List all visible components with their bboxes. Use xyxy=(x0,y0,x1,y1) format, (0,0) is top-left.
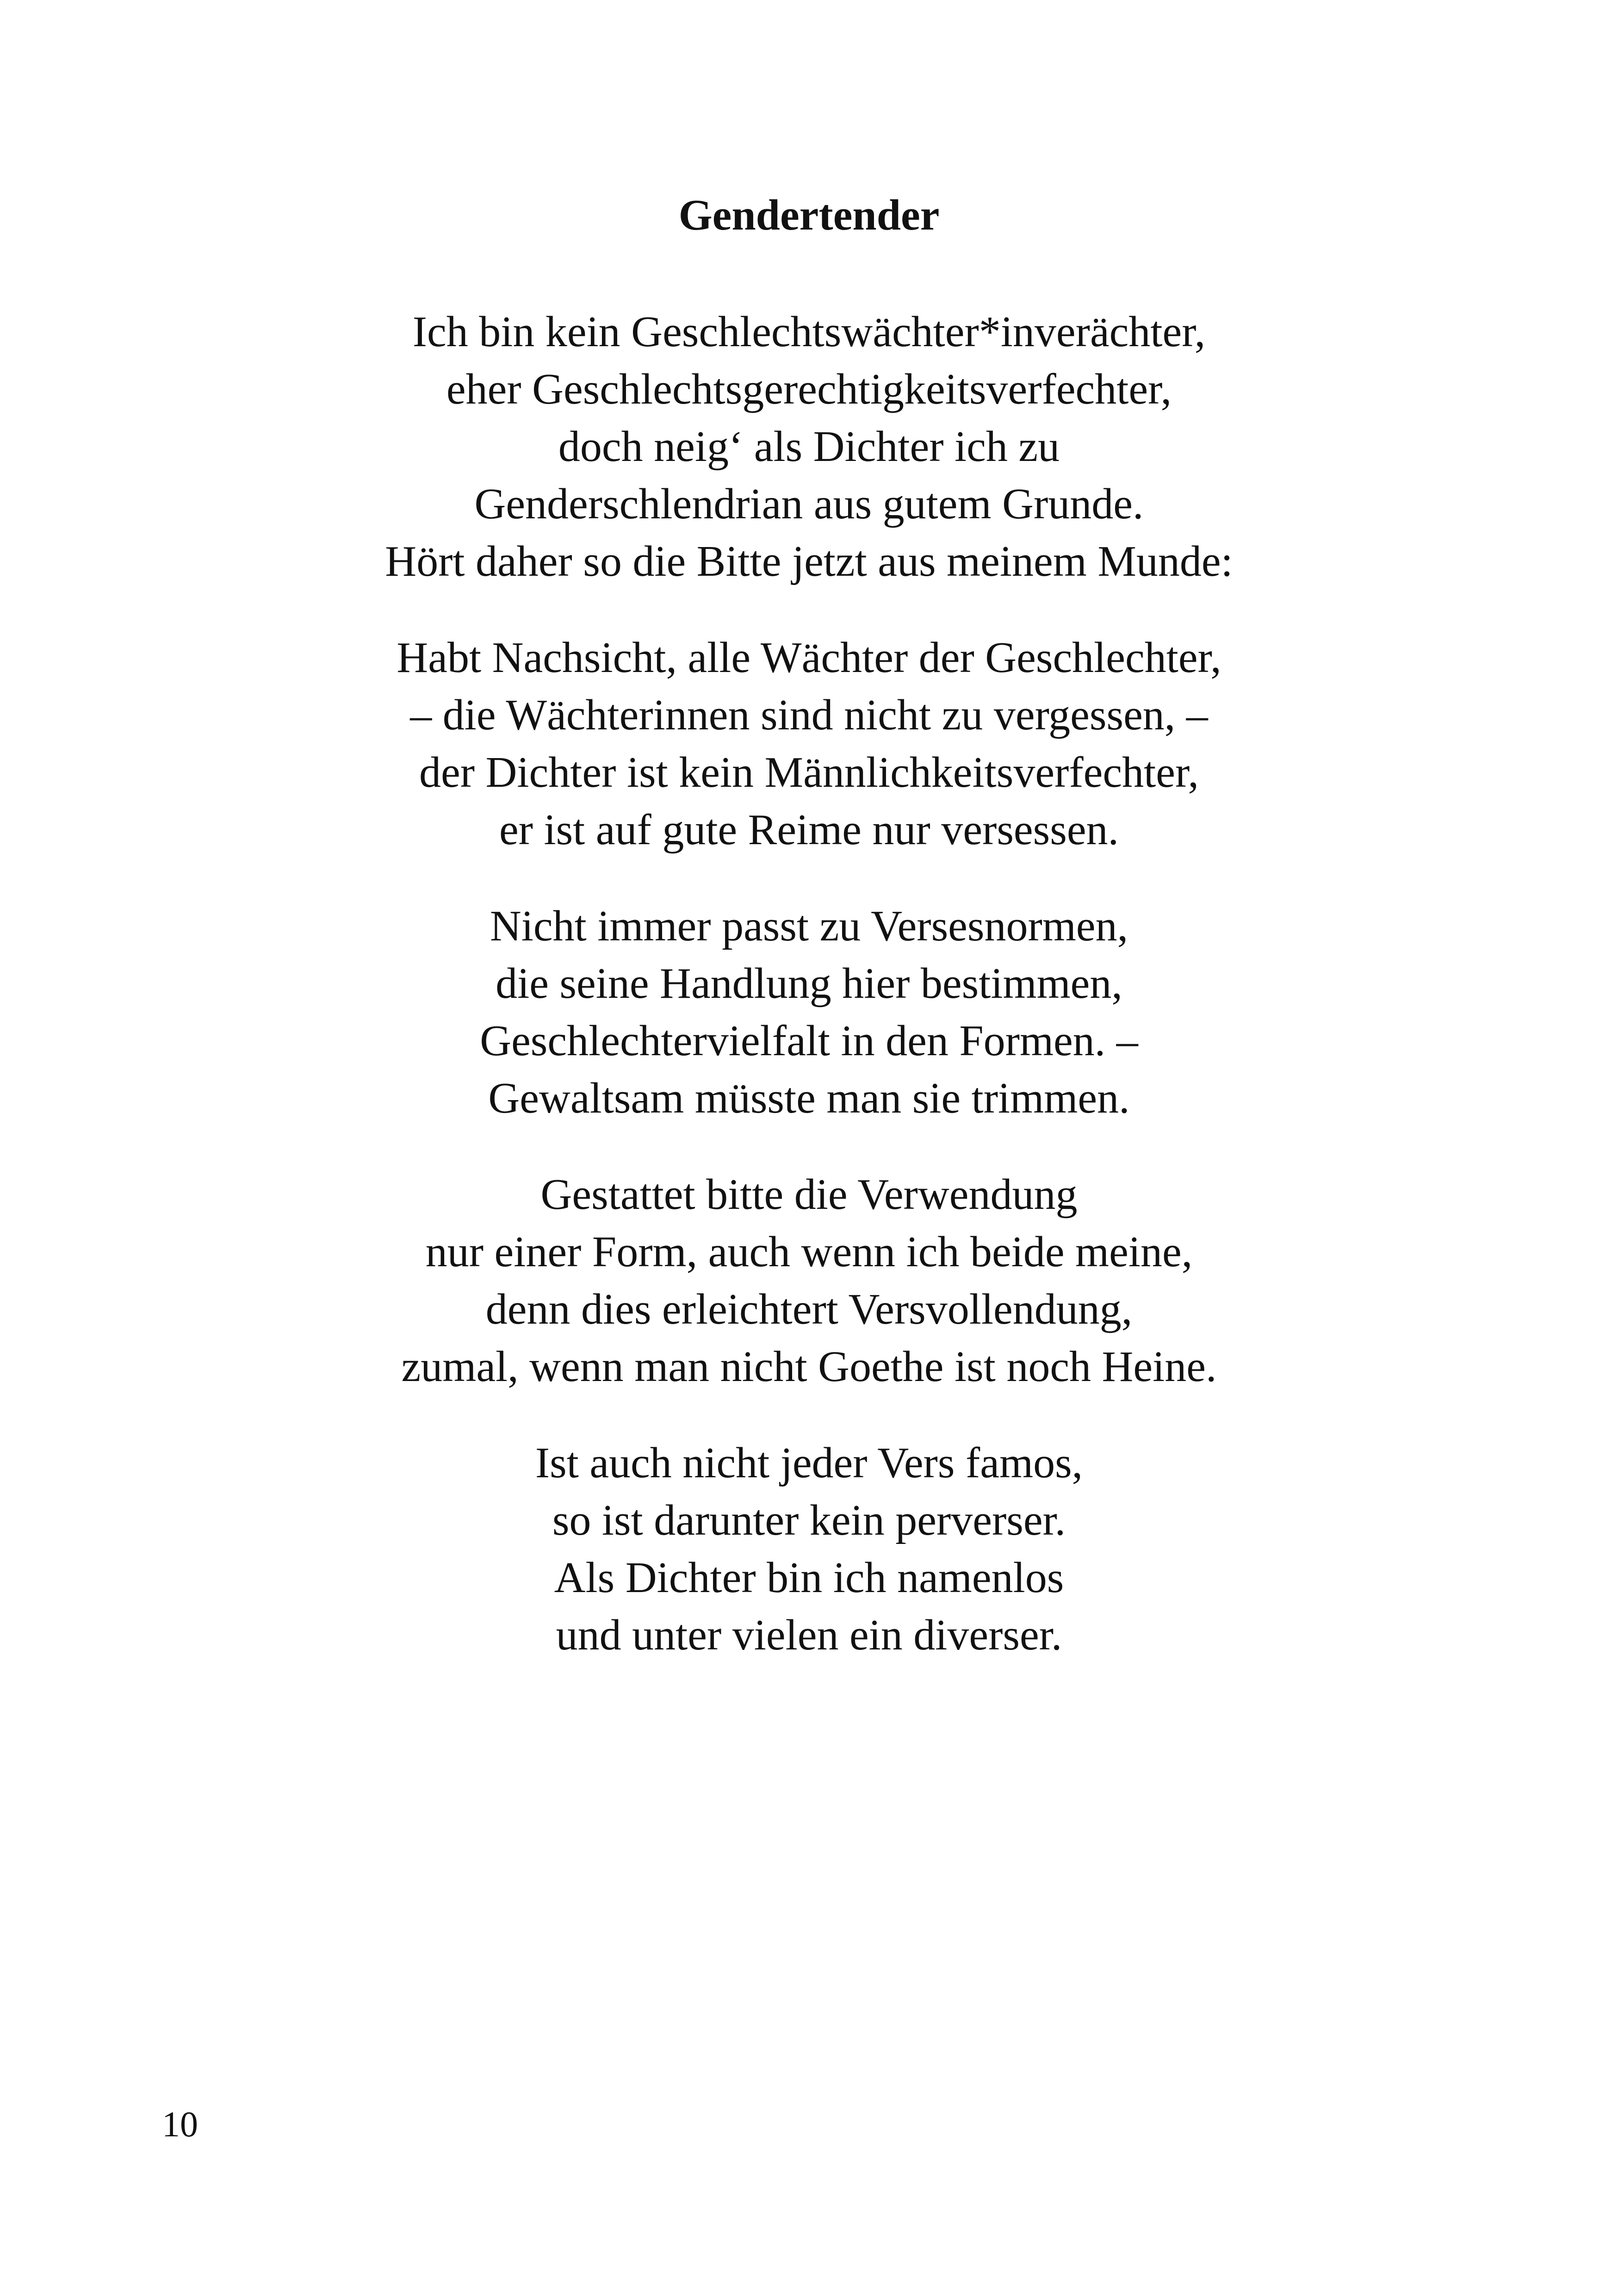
verse-line: denn dies erleichtert Versvollendung, xyxy=(485,1285,1133,1333)
page-title: Gendertender xyxy=(678,191,940,239)
verse-line: Geschlechtervielfalt in den Formen. – xyxy=(480,1017,1138,1065)
verse-line: zumal, wenn man nicht Goethe ist noch Heine. xyxy=(401,1343,1217,1391)
verse-line: Als Dichter bin ich namenlos xyxy=(554,1554,1064,1602)
poem xyxy=(0,303,1618,1703)
stanza xyxy=(0,629,1618,859)
verse-line: die seine Handlung hier bestimmen, xyxy=(496,959,1122,1008)
stanza xyxy=(0,1434,1618,1664)
verse-line: Habt Nachsicht, alle Wächter der Geschlechter, xyxy=(397,634,1221,682)
verse-line: Gestattet bitte die Verwendung xyxy=(540,1170,1078,1219)
verse-line: – die Wächterinnen sind nicht zu vergessen, – xyxy=(410,691,1208,739)
verse-line: Hört daher so die Bitte jetzt aus meinem Munde: xyxy=(385,537,1233,585)
stanza xyxy=(0,303,1618,590)
verse-line: nur einer Form, auch wenn ich beide meine, xyxy=(425,1228,1193,1276)
verse-line: Genderschlendrian aus gutem Grunde. xyxy=(474,480,1144,528)
verse-line: und unter vielen ein diverser. xyxy=(556,1611,1062,1659)
verse-line: doch neig‘ als Dichter ich zu xyxy=(558,423,1060,471)
verse-line: er ist auf gute Reime nur versessen. xyxy=(499,806,1119,854)
stanza xyxy=(0,1166,1618,1395)
verse-line: Ich bin kein Geschlechtswächter*inverächter, xyxy=(412,308,1206,356)
verse-line: so ist darunter kein perverser. xyxy=(552,1496,1066,1544)
verse-line: der Dichter ist kein Männlichkeitsverfechter, xyxy=(419,748,1199,796)
page-number: 10 xyxy=(162,2104,198,2144)
verse-line: Ist auch nicht jeder Vers famos, xyxy=(535,1439,1083,1487)
verse-line: Nicht immer passt zu Versesnormen, xyxy=(490,902,1128,950)
verse-line: eher Geschlechtsgerechtigkeitsverfechter, xyxy=(446,365,1172,413)
verse-line: Gewaltsam müsste man sie trimmen. xyxy=(488,1074,1130,1122)
stanza xyxy=(0,897,1618,1127)
